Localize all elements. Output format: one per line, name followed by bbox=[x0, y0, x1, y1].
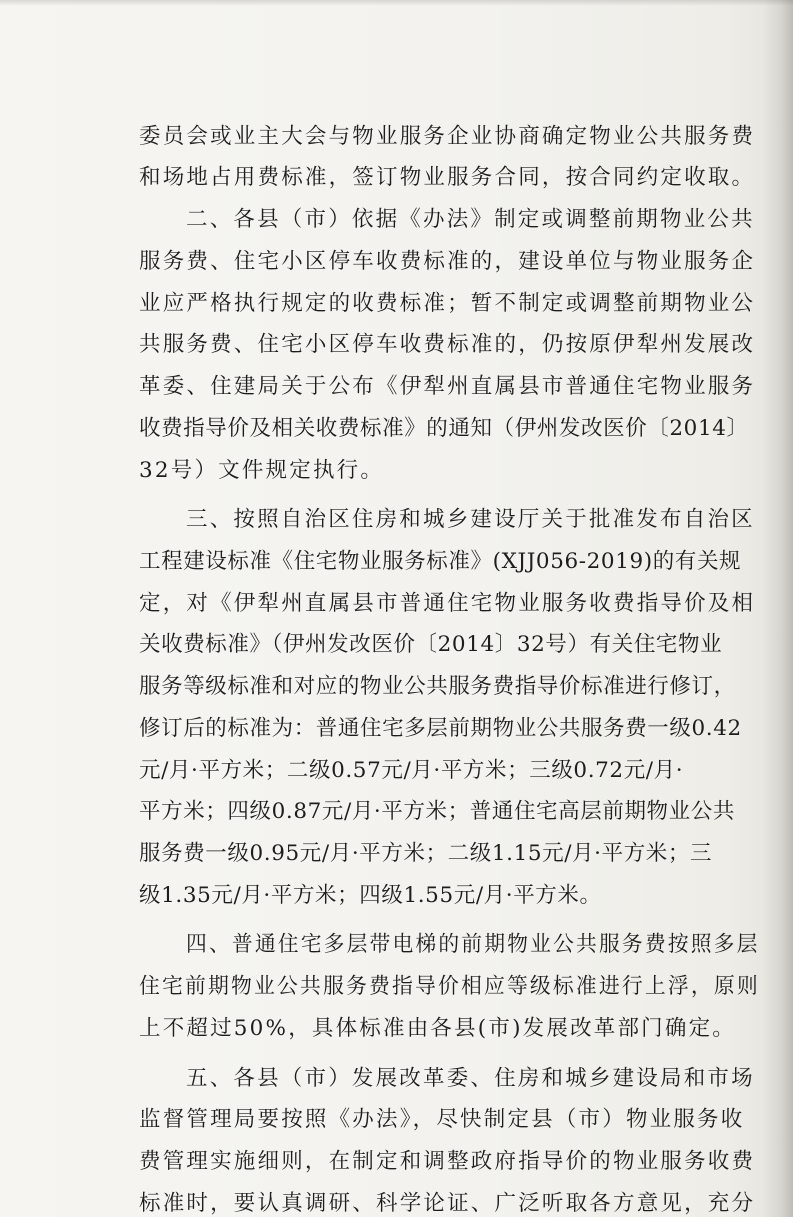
text-line: 收费指导价及相关收费标准》的通知（伊州发改医价〔2014〕 bbox=[139, 415, 749, 441]
scan-shadow-right bbox=[763, 0, 793, 1217]
text-line: 修订后的标准为：普通住宅多层前期物业公共服务费一级0.42 bbox=[139, 715, 742, 741]
text-line: 工程建设标准《住宅物业服务标准》(XJJ056-2019)的有关规 bbox=[139, 548, 742, 574]
paragraph-5-start: 五、各县（市）发展改革委、住房和城乡建设局和市场 bbox=[186, 1065, 755, 1091]
paragraph-4-start: 四、普通住宅多层带电梯的前期物业公共服务费按照多层 bbox=[186, 932, 760, 958]
text-line: 共服务费、住宅小区停车收费标准的，仍按原伊犁州发展改 bbox=[139, 332, 756, 358]
scan-shadow-top bbox=[0, 0, 793, 6]
text-line: 元/月·平方米；二级0.57元/月·平方米；三级0.72元/月· bbox=[139, 757, 684, 783]
text-line: 标准时，要认真调研、科学论证、广泛听取各方意见，充分 bbox=[139, 1190, 756, 1216]
text-line: 服务费、住宅小区停车收费标准的，建设单位与物业服务企 bbox=[139, 248, 756, 274]
text-line: 32号）文件规定执行。 bbox=[139, 457, 385, 483]
text-line: 服务等级标准和对应的物业公共服务费指导价标准进行修订， bbox=[139, 674, 736, 700]
text-line: 革委、住建局关于公布《伊犁州直属县市普通住宅物业服务 bbox=[139, 374, 756, 400]
paragraph-2-start: 二、各县（市）依据《办法》制定或调整前期物业公共 bbox=[186, 207, 755, 233]
text-line: 住宅前期物业公共服务费指导价相应等级标准进行上浮，原则 bbox=[139, 974, 760, 1000]
text-line: 委员会或业主大会与物业服务企业协商确定物业公共服务费 bbox=[139, 123, 756, 149]
text-line: 级1.35元/月·平方米；四级1.55元/月·平方米。 bbox=[139, 882, 602, 908]
text-line: 和场地占用费标准，签订物业服务合同，按合同约定收取。 bbox=[139, 165, 756, 191]
text-line: 服务费一级0.95元/月·平方米；二级1.15元/月·平方米；三 bbox=[139, 841, 713, 867]
text-line: 监督管理局要按照《办法》，尽快制定县（市）物业服务收 bbox=[139, 1107, 745, 1133]
paragraph-3-start: 三、按照自治区住房和城乡建设厅关于批准发布自治区 bbox=[186, 507, 755, 533]
text-line: 关收费标准》（伊州发改医价〔2014〕32号）有关住宅物业 bbox=[139, 632, 723, 658]
text-line: 业应严格执行规定的收费标准；暂不制定或调整前期物业公 bbox=[139, 290, 756, 316]
text-line: 上不超过50%，具体标准由各县(市)发展改革部门确定。 bbox=[139, 1015, 736, 1041]
text-line: 费管理实施细则，在制定和调整政府指导价的物业服务收费 bbox=[139, 1148, 756, 1174]
text-line: 定，对《伊犁州直属县市普通住宅物业服务收费指导价及相 bbox=[139, 590, 756, 616]
text-line: 平方米；四级0.87元/月·平方米；普通住宅高层前期物业公共 bbox=[139, 799, 735, 825]
